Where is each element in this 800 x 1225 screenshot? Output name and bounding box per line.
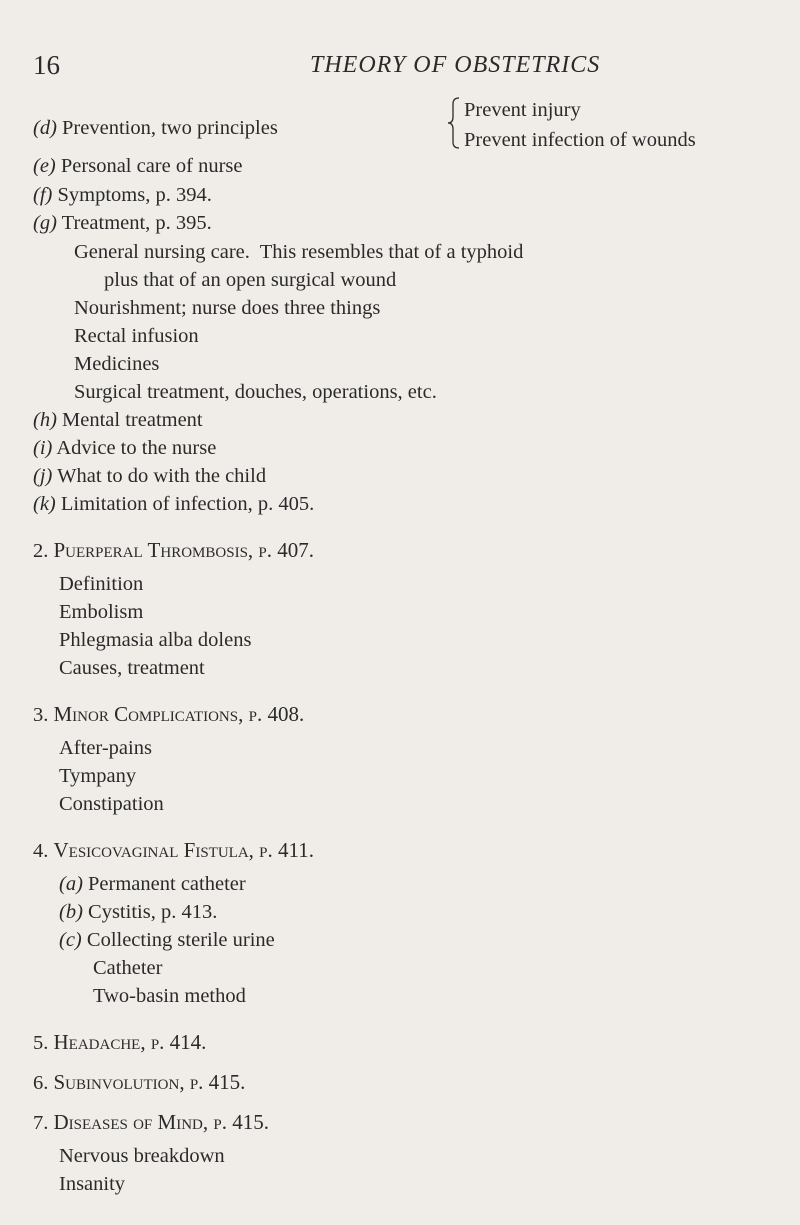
section-3-item: Constipation	[59, 793, 164, 815]
item-e	[33, 156, 242, 177]
item-k-label: (k)	[33, 493, 56, 515]
section-6-title: Subinvolution, p. 415.	[53, 1070, 246, 1094]
item-e-label: (e)	[33, 155, 56, 177]
item-e-text: Personal care of nurse	[60, 155, 243, 177]
item-k-text: Limitation of infection, p. 405.	[60, 493, 315, 515]
section-2-item: Definition	[59, 573, 144, 595]
item-a-text: Permanent catheter	[88, 873, 246, 895]
item-j-text: What to do with the child	[57, 465, 267, 487]
item-j-label: (j)	[33, 465, 53, 487]
section-3-number: 3.	[33, 704, 49, 726]
item-g-sub-6: Surgical treatment, douches, operations, etc.	[74, 381, 437, 403]
item-g	[33, 213, 212, 234]
section-4-item-b	[59, 902, 217, 923]
item-g-sub-2: plus that of an open surgical wound	[104, 269, 397, 291]
section-3-item: Tympany	[59, 765, 137, 787]
item-h	[33, 410, 203, 431]
section-4-c-sub-2: Two-basin method	[93, 985, 246, 1007]
item-h-text: Mental treatment	[62, 409, 203, 431]
section-4-item-a	[59, 874, 246, 895]
brace-icon	[447, 97, 461, 149]
item-k	[33, 494, 314, 515]
item-g-sub-1: General nursing care. This resembles that of a typhoid	[74, 241, 524, 263]
section-4-title: Vesicovaginal Fistula, p. 411.	[53, 838, 314, 862]
section-7-title: Diseases of Mind, p. 415.	[53, 1110, 269, 1134]
section-5-heading	[33, 1032, 206, 1054]
section-4-number: 4.	[33, 840, 49, 862]
item-f-text: Symptoms, p. 394.	[57, 184, 212, 206]
item-f	[33, 185, 212, 206]
item-g-sub-5: Medicines	[74, 353, 160, 375]
section-2-number: 2.	[33, 540, 49, 562]
section-2-heading	[33, 540, 314, 562]
section-7-item: Insanity	[59, 1173, 126, 1195]
section-4-item-c	[59, 930, 275, 951]
section-2-item: Causes, treatment	[59, 657, 205, 679]
item-g-label: (g)	[33, 212, 57, 234]
item-d-text: Prevention, two principles	[62, 117, 278, 139]
section-3-title: Minor Complications, p. 408.	[53, 702, 305, 726]
item-d-branch-1: Prevent injury	[464, 99, 581, 121]
item-i-text: Advice to the nurse	[56, 437, 217, 459]
section-7-number: 7.	[33, 1112, 49, 1134]
item-b-label: (b)	[59, 901, 83, 923]
section-7-heading	[33, 1112, 269, 1134]
section-4-heading	[33, 840, 314, 862]
item-d	[33, 118, 278, 139]
section-6-heading	[33, 1072, 245, 1094]
section-2-item: Phlegmasia alba dolens	[59, 629, 252, 651]
item-f-label: (f)	[33, 184, 53, 206]
section-3-heading	[33, 704, 304, 726]
section-7-item: Nervous breakdown	[59, 1145, 225, 1167]
section-5-number: 5.	[33, 1032, 49, 1054]
section-4-c-sub-1: Catheter	[93, 957, 163, 979]
section-3-item: After-pains	[59, 737, 152, 759]
item-g-text: Treatment, p. 395.	[61, 212, 212, 234]
item-c-text: Collecting sterile urine	[86, 929, 275, 951]
item-d-branch-2: Prevent infection of wounds	[464, 129, 696, 151]
item-d-label: (d)	[33, 117, 57, 139]
section-2-title: Puerperal Thrombosis, p. 407.	[53, 538, 314, 562]
item-g-sub-3: Nourishment; nurse does three things	[74, 297, 381, 319]
section-6-number: 6.	[33, 1072, 49, 1094]
item-i	[33, 438, 216, 459]
item-i-label: (i)	[33, 437, 53, 459]
item-j	[33, 466, 266, 487]
item-a-label: (a)	[59, 873, 83, 895]
running-title: THEORY OF OBSTETRICS	[310, 52, 601, 78]
page-number: 16	[33, 50, 60, 80]
section-5-title: Headache, p. 414.	[53, 1030, 207, 1054]
section-2-item: Embolism	[59, 601, 144, 623]
item-h-label: (h)	[33, 409, 57, 431]
page-header	[0, 50, 800, 90]
item-g-sub-4: Rectal infusion	[74, 325, 199, 347]
item-c-label: (c)	[59, 929, 82, 951]
item-b-text: Cystitis, p. 413.	[88, 901, 218, 923]
